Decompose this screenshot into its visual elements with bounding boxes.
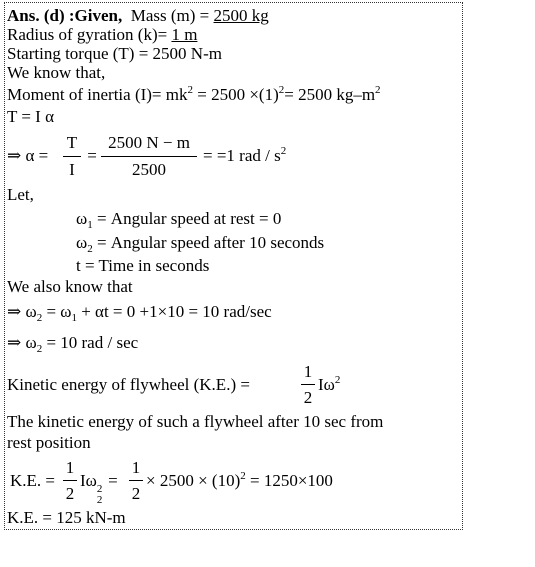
alpha-result (203, 146, 286, 168)
omega2-eq-a: ⇒ ω (7, 302, 37, 321)
ke-calc-mid (80, 471, 118, 506)
ke-calc-product: × 2500 × (10) (146, 471, 241, 490)
time-def: t = Time in seconds (76, 256, 210, 275)
ke-description-line2: rest position (7, 433, 91, 452)
answer-heading: Ans. (d) :Given, (7, 6, 123, 25)
ke-formula-tail (318, 375, 340, 397)
omega2-result-a: ⇒ ω (7, 333, 37, 352)
moment-of-inertia-line (7, 85, 381, 107)
also-know-line: We also know that (7, 277, 133, 296)
ke-calc-tail (146, 471, 333, 493)
omega1-text: = Angular speed at rest = 0 (92, 209, 282, 228)
omega2-eq-sub: 2 (36, 312, 43, 324)
ke-calc-omega-sup: 2 (96, 483, 103, 495)
alpha-prefix: ⇒ α = (7, 146, 49, 165)
ke-calc-i-omega: Iω (80, 471, 97, 490)
answer-heading-line (7, 6, 269, 26)
ke-frac-den: 2 (303, 388, 313, 407)
omega2-eq-c: + αt = 0 +1×10 = 10 rad/sec (76, 302, 272, 321)
omega2-symbol: ω (76, 233, 88, 252)
alpha-frac1-num: T (66, 133, 78, 152)
ke-description-line1: The kinetic energy of such a flywheel after 10 sec from (7, 412, 384, 431)
alpha-result-sup: 2 (280, 145, 287, 157)
ke-frac-bar (301, 384, 315, 385)
moi-sup-a: 2 (187, 84, 193, 96)
moi-text-b: = 2500 ×(1) (192, 85, 279, 104)
omega2-result (7, 333, 138, 355)
ke-calc-frac2-den: 2 (131, 484, 141, 503)
ke-formula-label: Kinetic energy of flywheel (K.E.) = (7, 375, 250, 394)
mass-value: 2500 kg (213, 6, 269, 25)
omega2-text: = Angular speed after 10 seconds (92, 233, 325, 252)
omega1-symbol: ω (76, 209, 88, 228)
ke-calc-sup: 2 (240, 470, 246, 482)
ke-formula-i-omega: Iω (318, 375, 335, 394)
ke-calc-frac1-den: 2 (65, 484, 75, 503)
radius-line (7, 25, 197, 45)
omega2-eq-b: = ω (42, 302, 72, 321)
ke-final-answer: K.E. = 125 kN-m (7, 508, 126, 527)
alpha-frac1-bar (63, 156, 81, 157)
alpha-result-text: = =1 rad / s (203, 146, 281, 165)
ke-calc-frac2-bar (129, 480, 143, 481)
omega2-sub: 2 (87, 243, 93, 255)
omega2-def (76, 233, 324, 255)
alpha-frac2-num: 2500 N − m (108, 133, 190, 152)
omega1-def (76, 209, 281, 231)
radius-value: 1 m (171, 25, 198, 44)
omega2-eq-sub1: 1 (71, 312, 77, 324)
ke-calc-label: K.E. = (10, 471, 55, 490)
omega2-result-sub: 2 (36, 343, 43, 355)
omega2-equation (7, 302, 272, 324)
mass-label: Mass (m) = (130, 6, 214, 25)
omega1-sub: 1 (87, 219, 93, 231)
moi-text-c: = 2500 kg–m (284, 85, 376, 104)
ke-calc-omega-sub: 2 (96, 494, 103, 506)
ke-calc-frac1-num: 1 (65, 458, 75, 477)
let-line: Let, (7, 185, 34, 204)
we-know-line: We know that, (7, 63, 106, 82)
alpha-frac2-den: 2500 (132, 160, 166, 179)
moi-text-a: Moment of inertia (I)= mk (7, 85, 188, 104)
radius-label: Radius of gyration (k)= (7, 25, 172, 44)
torque-equation-line: T = I α (7, 107, 54, 126)
ke-calc-frac2-num: 1 (131, 458, 141, 477)
alpha-equals: = (87, 146, 97, 165)
omega2-result-b: = 10 rad / sec (42, 333, 139, 352)
alpha-frac1-den: I (69, 160, 75, 179)
ke-formula-sup: 2 (334, 374, 341, 386)
ke-calc-frac1-bar (63, 480, 77, 481)
moi-sup-b: 2 (278, 84, 285, 96)
ke-frac-num: 1 (303, 362, 313, 381)
alpha-frac2-bar (101, 156, 197, 157)
torque-line: Starting torque (T) = 2500 N-m (7, 44, 222, 63)
moi-sup-c: 2 (375, 84, 381, 96)
ke-calc-result: = 1250×100 (245, 471, 333, 490)
ke-calc-eq: = (103, 471, 118, 490)
